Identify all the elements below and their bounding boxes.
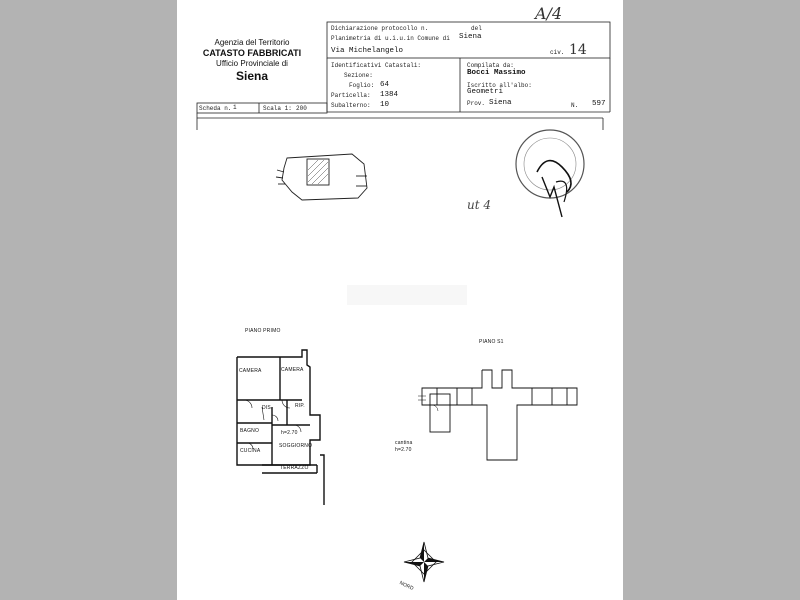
scala-label: Scala 1: <box>263 105 292 112</box>
office-city: Siena <box>235 69 268 83</box>
particella-label: Particella: <box>331 92 371 99</box>
scala-value: 200 <box>296 105 307 112</box>
iscritto-value: Geometri <box>467 88 504 96</box>
foglio-value: 64 <box>380 81 390 89</box>
piano-s1-title: PIANO S1 <box>479 339 504 345</box>
del-label: del <box>471 25 482 32</box>
compass-rose-icon <box>402 540 447 585</box>
handwritten-note: ut 4 <box>467 198 491 212</box>
prov-value: Siena <box>489 99 512 107</box>
identificativi-label: Identificativi Catastali: <box>331 62 422 69</box>
particella-value: 1384 <box>380 91 399 99</box>
room-soggiorno: SOGGIORNO <box>279 443 313 449</box>
room-cucina: CUCINA <box>240 448 261 454</box>
compilata-value: Bocci Massimo <box>467 69 526 77</box>
foglio-label: Foglio: <box>349 82 375 89</box>
comune-value: Siena <box>459 33 482 41</box>
prov-label: Prov. <box>467 100 486 107</box>
room-camera-2: CAMERA <box>281 367 304 373</box>
catasto-title: CATASTO FABBRICATI <box>202 48 302 58</box>
planimetria-label: Planimetria di u.i.u.in Comune di <box>331 35 450 42</box>
piano-s1-plan <box>412 360 582 470</box>
room-terrazzo: TERRAZZO <box>280 465 309 471</box>
room-bagno: BAGNO <box>240 428 260 434</box>
cantina-label: cantina <box>395 440 413 446</box>
room-camera-1: CAMERA <box>239 368 262 374</box>
n-label: N. <box>571 102 579 109</box>
dichiarazione-label: Dichiarazione protocollo n. <box>331 25 429 32</box>
sezione-label: Sezione: <box>344 72 373 79</box>
subalterno-value: 10 <box>380 101 390 109</box>
compass-label: NORD <box>398 580 415 592</box>
faded-watermark <box>347 285 467 305</box>
cadastral-sheet <box>177 0 623 600</box>
agency-name: Agenzia del Territorio <box>214 38 290 47</box>
site-plan <box>272 150 382 205</box>
via-value: Via Michelangelo <box>331 47 404 55</box>
civ-label: civ. <box>550 49 565 56</box>
piano-primo-height: h=2.70 <box>281 430 298 436</box>
civ-value: 14 <box>569 42 587 58</box>
room-rip: RIP. <box>295 403 305 409</box>
scheda-label: Scheda n. <box>199 105 232 112</box>
corner-mark: A/4 <box>535 4 563 23</box>
scheda-value: 1 <box>233 104 237 111</box>
professional-stamp <box>512 122 592 232</box>
n-value: 597 <box>592 100 606 108</box>
room-dis: DIS. <box>262 405 273 411</box>
compilata-label: Compilata da: <box>467 62 514 69</box>
piano-s1-height: h=2.70 <box>395 447 412 453</box>
piano-primo-title: PIANO PRIMO <box>245 328 281 334</box>
iscritto-label: Iscritto all'albo: <box>467 82 532 89</box>
subalterno-label: Subalterno: <box>331 102 371 109</box>
ufficio-label: Ufficio Provinciale di <box>216 59 288 68</box>
